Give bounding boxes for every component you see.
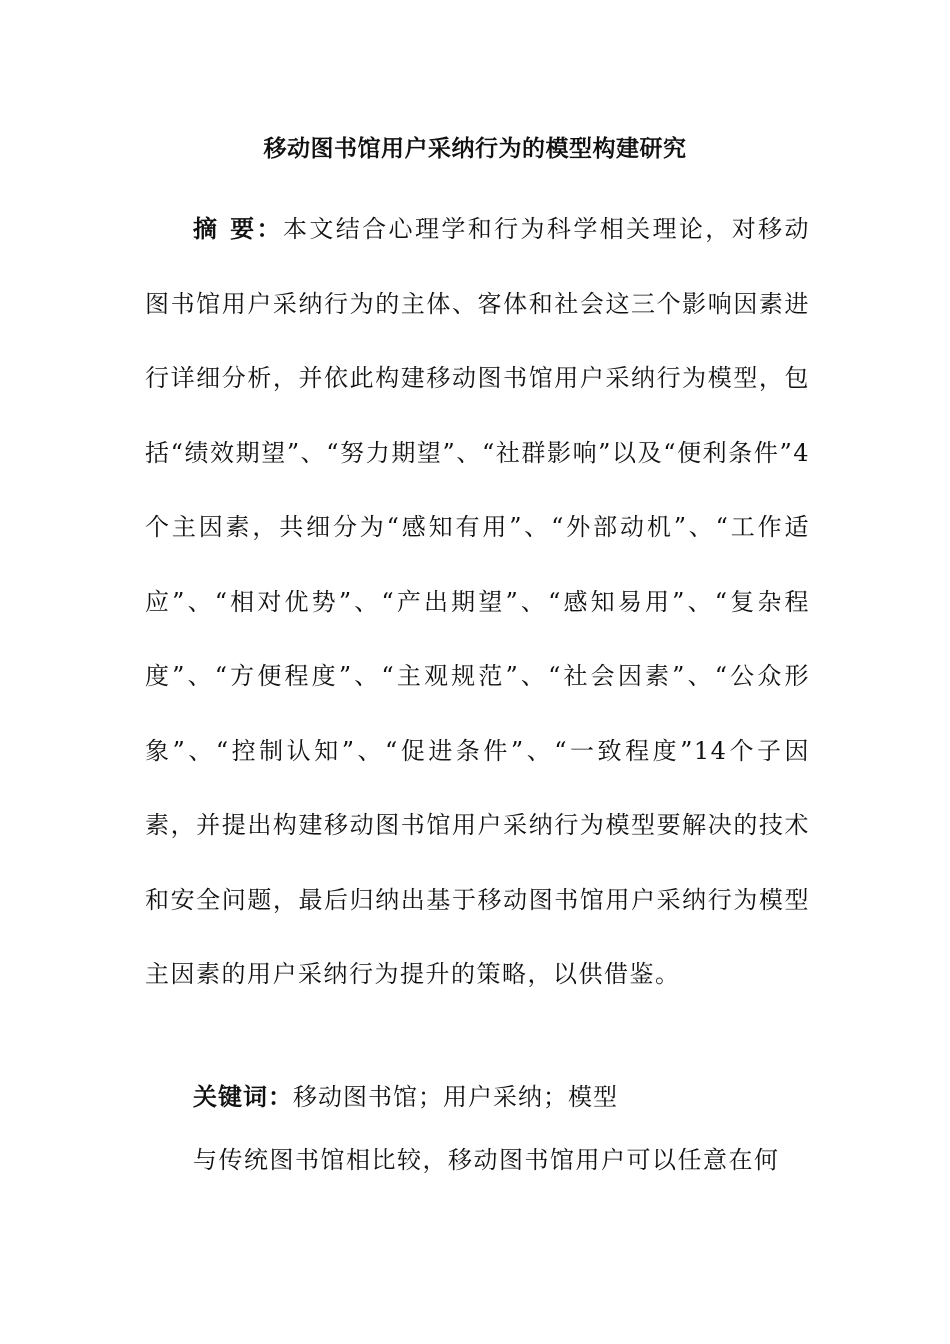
keywords-text: 移动图书馆；用户采纳；模型 <box>293 1083 618 1111</box>
abstract-label: 摘 要： <box>193 215 283 243</box>
abstract-paragraph <box>145 192 810 1012</box>
keywords-label: 关键词： <box>193 1083 293 1111</box>
keywords-line <box>145 1077 810 1117</box>
abstract-text: 本文结合心理学和行为科学相关理论，对移动图书馆用户采纳行为的主体、客体和社会这三个影响因素进行详细分析，并依此构建移动图书馆用户采纳行为模型，包括“绩效期望”、“努力期望”、“社群影响”以及“便利条件”4个主因素，共细分为“感知有用”、“外部动机”、“工作适应”、“相对优势”、“产出期望”、“感知易用”、“复杂程度”、“方便程度”、“主观规范”、“社会因素”、“公众形象”、“控制认知”、“促进条件”、“一致程度”14个子因素，并提出构建移动图书馆用户采纳行为模型要解决的技术和安全问题，最后归纳出基于移动图书馆用户采纳行为模型主因素的用户采纳行为提升的策略，以供借鉴。 <box>145 215 811 988</box>
document-title: 移动图书馆用户采纳行为的模型构建研究 <box>263 136 687 162</box>
body-paragraph: 与传统图书馆相比较，移动图书馆用户可以任意在何 <box>193 1146 780 1174</box>
